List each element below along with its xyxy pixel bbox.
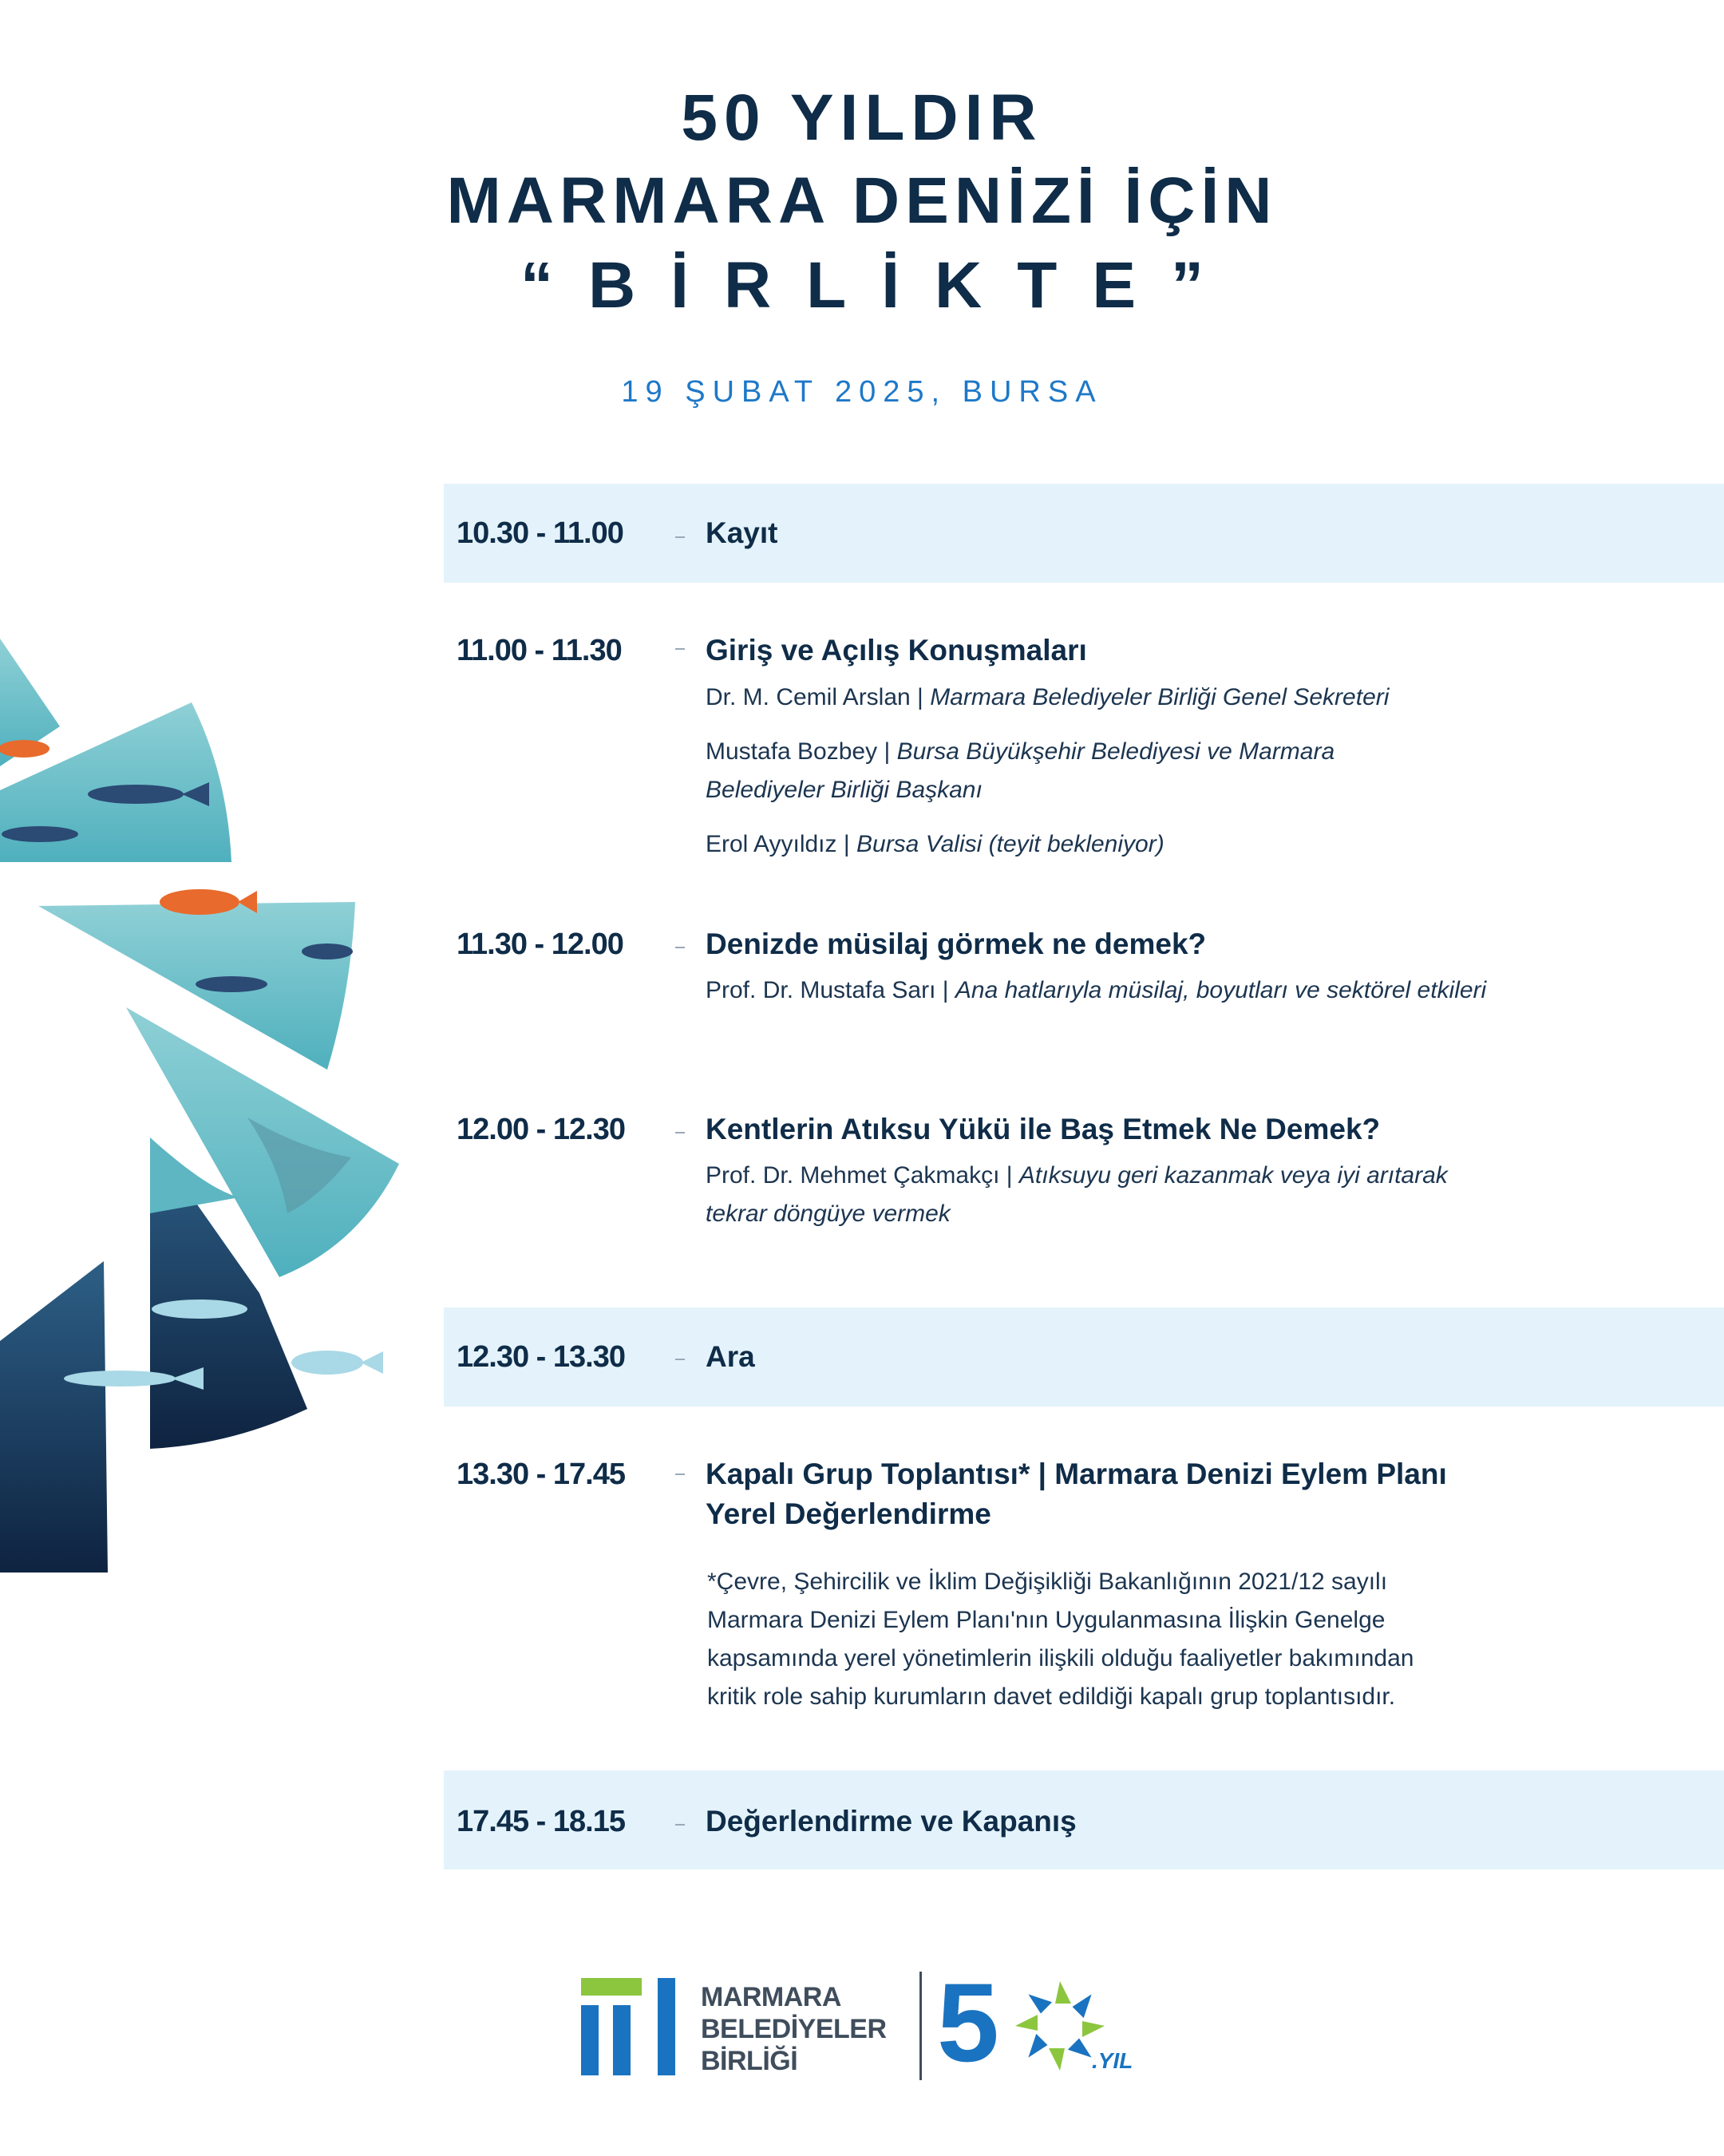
speaker-line — [706, 825, 1164, 864]
time-slot: 17.45 - 18.15 — [457, 1805, 625, 1838]
time-slot: 12.00 - 12.30 — [457, 1113, 625, 1146]
logo-divider — [919, 1972, 922, 2080]
speaker-role: Marmara Belediyeler Birliği Genel Sekreteri — [930, 684, 1390, 710]
anniversary-suffix: .YIL — [1092, 2048, 1133, 2073]
separator-dash — [675, 536, 685, 538]
speaker-line — [706, 733, 1335, 771]
separator-dash — [675, 648, 685, 650]
speaker-name: Erol Ayyıldız | — [706, 831, 850, 857]
speaker-role: Ana hatlarıyla müsilaj, boyutları ve sektörel etkileri — [955, 977, 1487, 1003]
band-break — [444, 1307, 1724, 1406]
time-slot: 10.30 - 11.00 — [457, 516, 623, 550]
footer-logo — [581, 1960, 1164, 2085]
time-slot: 12.30 - 13.30 — [457, 1340, 625, 1374]
logo-line: BELEDİYELER — [701, 2014, 887, 2044]
mbb-logo-mark — [581, 1978, 685, 2079]
speaker-name: Mustafa Bozbey | — [706, 738, 891, 765]
time-slot: 11.00 - 11.30 — [457, 634, 622, 667]
speaker-line — [706, 1157, 1448, 1195]
session-title: Giriş ve Açılış Konuşmaları — [706, 634, 1087, 667]
time-slot: 11.30 - 12.00 — [457, 928, 623, 961]
logo-wordmark — [701, 1981, 887, 2077]
separator-dash — [675, 1359, 685, 1360]
note-line: *Çevre, Şehircilik ve İklim Değişikliği Bakanlığının 2021/12 sayılı — [707, 1569, 1388, 1595]
session-title: Kapalı Grup Toplantısı* | Marmara Denizi Eylem Planı — [706, 1458, 1447, 1490]
separator-dash — [675, 1132, 685, 1133]
speaker-role: Bursa Büyükşehir Belediyesi ve Marmara — [896, 738, 1335, 765]
note-line: kritik role sahip kurumların davet edildiği kapalı grup toplantısıdır. — [707, 1683, 1396, 1710]
speaker-line — [706, 771, 983, 809]
separator-dash — [675, 947, 685, 948]
event-date-location: 19 ŞUBAT 2025, BURSA — [621, 375, 1103, 409]
session-title: Kentlerin Atıksu Yükü ile Baş Etmek Ne Demek? — [706, 1113, 1381, 1145]
note-line: Marmara Denizi Eylem Planı'nın Uygulanmasına İlişkin Genelge — [707, 1607, 1386, 1633]
marine-illustration — [0, 639, 415, 1580]
logo-line: MARMARA — [701, 1982, 841, 2012]
speaker-name: Dr. M. Cemil Arslan | — [706, 684, 923, 710]
speaker-role-cont: Belediyeler Birliği Başkanı — [706, 777, 983, 803]
title-line-3: “BİRLİKTE” — [520, 249, 1240, 322]
note-line: kapsamında yerel yönetimlerin ilişkili olduğu faaliyetler bakımından — [707, 1645, 1414, 1671]
session-title: Kayıt — [706, 516, 778, 549]
speaker-role-cont: tekrar döngüye vermek — [706, 1201, 951, 1227]
band-closing — [444, 1770, 1724, 1869]
separator-dash — [675, 1474, 685, 1475]
speaker-role: Atıksuyu geri kazanmak veya iyi arıtarak — [1018, 1162, 1448, 1189]
title-line-1: 50 YILDIR — [681, 81, 1043, 154]
speaker-name: Prof. Dr. Mehmet Çakmakçı | — [706, 1162, 1013, 1189]
session-title: Ara — [706, 1340, 755, 1373]
speaker-line — [706, 1195, 951, 1233]
logo-line: BİRLİĞİ — [701, 2046, 798, 2076]
title-line-2: MARMARA DENİZİ İÇİN — [446, 164, 1278, 237]
separator-dash — [675, 1824, 685, 1826]
session-title: Denizde müsilaj görmek ne demek? — [706, 928, 1207, 960]
session-title: Değerlendirme ve Kapanış — [706, 1805, 1077, 1838]
speaker-name: Prof. Dr. Mustafa Sarı | — [706, 977, 949, 1003]
session-note — [707, 1563, 1601, 1716]
band-registration — [444, 484, 1724, 583]
time-slot: 13.30 - 17.45 — [457, 1458, 625, 1491]
speaker-line — [706, 971, 1486, 1010]
speaker-line — [706, 678, 1389, 717]
anniversary-digit: 5 — [937, 1960, 999, 2085]
speaker-role: Bursa Valisi (teyit bekleniyor) — [856, 831, 1164, 857]
session-title-cont: Yerel Değerlendirme — [706, 1497, 991, 1530]
